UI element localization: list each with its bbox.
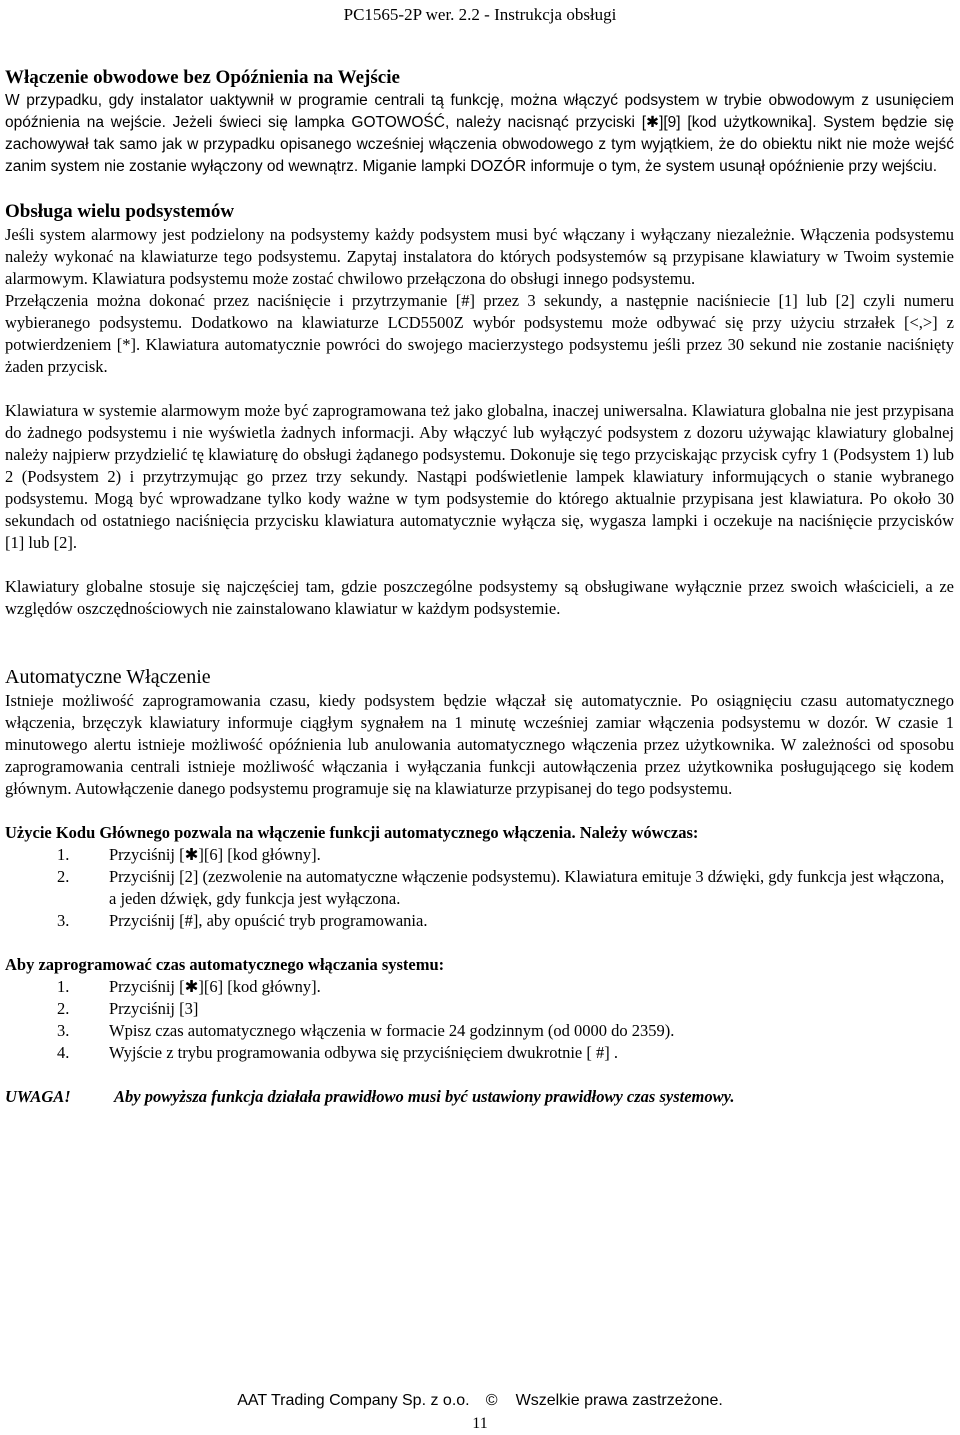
paragraph: Klawiatury globalne stosuje się najczęściej tam, gdzie poszczególne podsystemy są obsługiwane wyłącznie przez swoich właścicieli, a ze względów oszczędnościowych nie zainstalowano klawiatur w każdym podsystemie. <box>5 577 954 618</box>
section-heading-perimeter-no-delay: Włączenie obwodowe bez Opóźnienia na Wejście <box>5 67 400 88</box>
section-heading-partitions: Obsługa wielu podsystemów <box>5 201 235 222</box>
footer-copyright-line <box>0 1390 960 1412</box>
paragraph: Klawiatura w systemie alarmowym może być zaprogramowana też jako globalna, inaczej uniwersalna. Klawiatura globalna nie jest przypisana do żadnego podsystemu i nie wyświetla żadnych informacji. Aby włączyć lub wyłączyć podsystem z dozoru używając klawiatury globalnej należy najpierw przydzielić tę klawiaturę do obsługi żądanego podsystemu. Dokonuje się tego przyciskając przycisk cyfry 1 (Podsystem 1) lub 2 (Podsystem 2) i przytrzymując go przez trzy sekundy. Nastąpi podświetlenie lampek klawiatury informujących o stanie wybranego podsystemu. Mogą być wprowadzane tylko kody ważne w tym podsystemie do którego aktualnie przypisana jest klawiatura. Po około 30 sekundach od ostatniego naciśnięcia przycisku klawiatura automatycznie wyłącza się, wygasza lampki i oczekuje na naciśnięcie przycisków [1] lub [2]. <box>5 401 954 552</box>
list-item: 3. Przyciśnij [#], aby opuścić tryb programowania. <box>57 911 428 930</box>
list-item: 3. Wpisz czas automatycznego włączenia w formacie 24 godzinnym (od 0000 do 2359). <box>57 1021 675 1040</box>
list-heading: Aby zaprogramować czas automatycznego włączania systemu: <box>5 955 445 974</box>
section-heading-auto-arm: Automatyczne Włączenie <box>5 666 211 688</box>
list-item: 1. Przyciśnij [✱][6] [kod główny]. <box>57 977 321 996</box>
paragraph: W przypadku, gdy instalator uaktywnił w programie centrali tą funkcję, można włączyć podsystem w trybie obwodowym z usunięciem opóźnienia na wejście. Jeżeli świeci się lampka GOTOWOŚĆ, należy nacisnąć przyciski [✱][9] [kod użytkownika]. System będzie się zachowywał tak samo jak w przypadku opisanego wcześniej włączenia obwodowego z tym wyjątkiem, że do obiektu nikt nie może wejść zanim system nie zostanie wyłączony od wewnątrz. Miganie lampki DOZÓR informuje o tym, że system usunął opóźnienie przy wejściu. <box>5 92 954 175</box>
document-body <box>5 66 954 1108</box>
warning-text: Aby powyższa funkcja działała prawidłowo musi być ustawiony prawidłowy czas systemowy. <box>114 1087 735 1106</box>
list-item: 2. Przyciśnij [3] <box>57 999 199 1018</box>
rights-text: Wszelkie prawa zastrzeżone. <box>515 1392 723 1409</box>
company-name: AAT Trading Company Sp. z o.o. <box>237 1392 470 1409</box>
paragraph: Przełączenia można dokonać przez naciśnięcie i przytrzymanie [#] przez 3 sekundy, a następnie naciśniecie [1] lub [2] czyli numeru wybieranego podsystemu. Dodatkowo na klawiaturze LCD5500Z wybór podsystemu może odbywać się przy użyciu strzałek [<,>] z potwierdzeniem [*]. Klawiatura automatycznie powróci do swojego macierzystego podsystemu jeśli przez 30 sekund nie zostanie naciśnięty żaden przycisk. <box>5 291 954 376</box>
warning-label: UWAGA! <box>5 1087 71 1106</box>
paragraph: Istnieje możliwość zaprogramowania czasu, kiedy podsystem będzie włączał się automatycznie. Po osiągnięciu czasu automatycznego włączenia, brzęczyk klawiatury informuje ciągłym sygnałem na 1 minutę wcześniej zamiar włączenia podsystemu w dozór. W czasie 1 minutowego alertu istnieje możliwość opóźnienia lub anulowania automatycznego włączenia przez użytkownika. W zależności od sposobu zaprogramowania centrali istnieje możliwość włączania i wyłączania funkcji autowłączenia przez użytkownika posługującego się kodem głównym. Autowłączenie danego podsystemu programuje się na klawiaturze przypisanej do tego podsystemu. <box>5 691 954 798</box>
running-header <box>0 4 960 26</box>
steps-list-set-auto-arm-time <box>5 976 954 1064</box>
document-title: PC1565-2P wer. 2.2 - Instrukcja obsługi <box>343 5 617 24</box>
warning-note <box>5 1086 954 1108</box>
paragraph: Jeśli system alarmowy jest podzielony na podsystemy każdy podsystem musi być włączany i wyłączany niezależnie. Włączenia podsystemu należy wykonać na klawiaturze tego podsystemu. Zapytaj instalatora do których podsystemów są przypisane klawiatury w Twoim systemie alarmowym. Klawiatura podsystemu może zostać chwilowo przełączona do obsługi innego podsystemu. <box>5 225 954 288</box>
steps-list-enable-auto-arm <box>5 844 954 932</box>
page-number: 11 <box>472 1415 488 1432</box>
list-heading: Użycie Kodu Głównego pozwala na włączenie funkcji automatycznego włączenia. Należy wówczas: <box>5 823 699 842</box>
list-item: 1. Przyciśnij [✱][6] [kod główny]. <box>57 845 321 864</box>
list-item: 2. Przyciśnij [2] (zezwolenie na automatyczne włączenie podsystemu). Klawiatura emituje 3 dźwięki, gdy funkcja jest włączona, a jeden dźwięk, gdy funkcja jest wyłączona. <box>57 867 945 908</box>
list-item: 4. Wyjście z trybu programowania odbywa się przyciśnięciem dwukrotnie [ #] . <box>57 1043 618 1062</box>
copyright-icon: © <box>485 1392 498 1409</box>
